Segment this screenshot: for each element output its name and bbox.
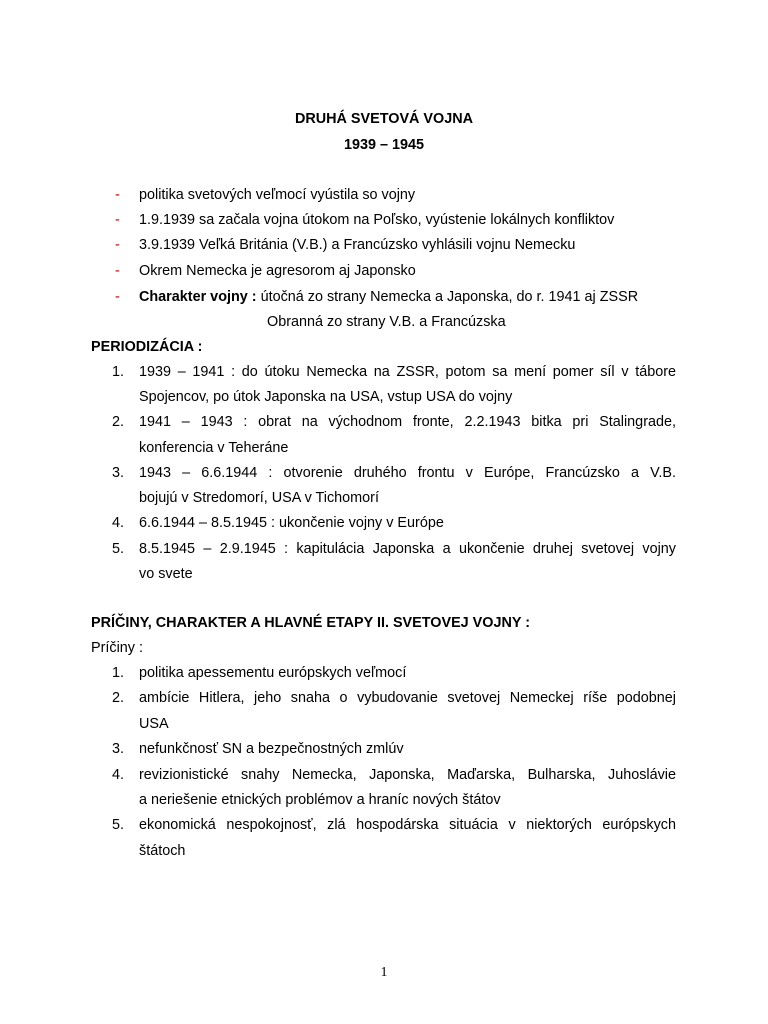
bullet-dash: -	[115, 187, 120, 203]
item-number: 4.	[112, 515, 125, 531]
item-line2: konferencia v Teheráne	[139, 440, 289, 456]
item-line1: 1939 – 1941 : do útoku Nemecka na ZSSR, potom sa mení pomer síl v tábore	[139, 364, 676, 380]
document-title: DRUHÁ SVETOVÁ VOJNA	[294, 111, 474, 127]
item-line1: 6.6.1944 – 8.5.1945 : ukončenie vojny v Európe	[139, 515, 444, 531]
item-line2: USA	[139, 716, 169, 732]
item-line1: 8.5.1945 – 2.9.1945 : kapitulácia Japonska a ukončenie druhej svetovej vojny	[139, 541, 676, 557]
item-number: 5.	[112, 817, 125, 833]
causes-heading: PRÍČINY, CHARAKTER A HLAVNÉ ETAPY II. SVETOVEJ VOJNY :	[91, 615, 530, 631]
item-line1: 1941 – 1943 : obrat na východnom fronte, 2.2.1943 bitka pri Stalingrade,	[139, 414, 676, 430]
item-line2: a neriešenie etnických problémov a hraníc nových štátov	[139, 792, 501, 808]
document-years: 1939 – 1945	[343, 137, 425, 153]
character-text: útočná zo strany Nemecka a Japonska, do r. 1941 aj ZSSR	[256, 289, 639, 305]
bullet-text: Okrem Nemecka je agresorom aj Japonsko	[139, 263, 416, 279]
item-number: 5.	[112, 541, 125, 557]
bullet-text: 3.9.1939 Veľká Británia (V.B.) a Francúzsko vyhlásili vojnu Nemecku	[139, 237, 576, 253]
item-line1: 1943 – 6.6.1944 : otvorenie druhého frontu v Európe, Francúzsko a V.B.	[139, 465, 676, 481]
item-number: 2.	[112, 690, 125, 706]
bullet-dash: -	[115, 212, 120, 228]
item-line2: bojujú v Stredomorí, USA v Tichomorí	[139, 490, 379, 506]
item-line1: ekonomická nespokojnosť, zlá hospodárska situácia v niektorých európskych	[139, 817, 676, 833]
periodization-heading: PERIODIZÁCIA :	[91, 339, 203, 355]
item-line2: štátoch	[139, 843, 186, 859]
item-line1: revizionistické snahy Nemecka, Japonska, Maďarska, Bulharska, Juhoslávie	[139, 767, 676, 783]
item-line1: politika apessementu európskych veľmocí	[139, 665, 407, 681]
item-number: 3.	[112, 465, 125, 481]
bullet-dash: -	[115, 289, 120, 305]
bullet-dash: -	[115, 263, 120, 279]
bullet-text: 1.9.1939 sa začala vojna útokom na Poľsko, vyústenie lokálnych konfliktov	[139, 212, 615, 228]
item-number: 4.	[112, 767, 125, 783]
item-line2: Spojencov, po útok Japonska na USA, vstup USA do vojny	[139, 389, 513, 405]
character-line2: Obranná zo strany V.B. a Francúzska	[267, 314, 506, 330]
item-line2: vo svete	[139, 566, 193, 582]
item-number: 1.	[112, 665, 125, 681]
item-line1: nefunkčnosť SN a bezpečnostných zmlúv	[139, 741, 404, 757]
causes-subheading: Príčiny :	[91, 640, 143, 656]
item-number: 1.	[112, 364, 125, 380]
character-label: Charakter vojny :	[139, 289, 257, 305]
item-number: 2.	[112, 414, 125, 430]
page-number: 1	[380, 965, 388, 980]
bullet-text	[139, 288, 638, 306]
item-line1: ambície Hitlera, jeho snaha o vybudovanie svetovej Nemeckej ríše podobnej	[139, 690, 676, 706]
item-number: 3.	[112, 741, 125, 757]
bullet-text: politika svetových veľmocí vyústila so vojny	[139, 187, 416, 203]
bullet-dash: -	[115, 237, 120, 253]
